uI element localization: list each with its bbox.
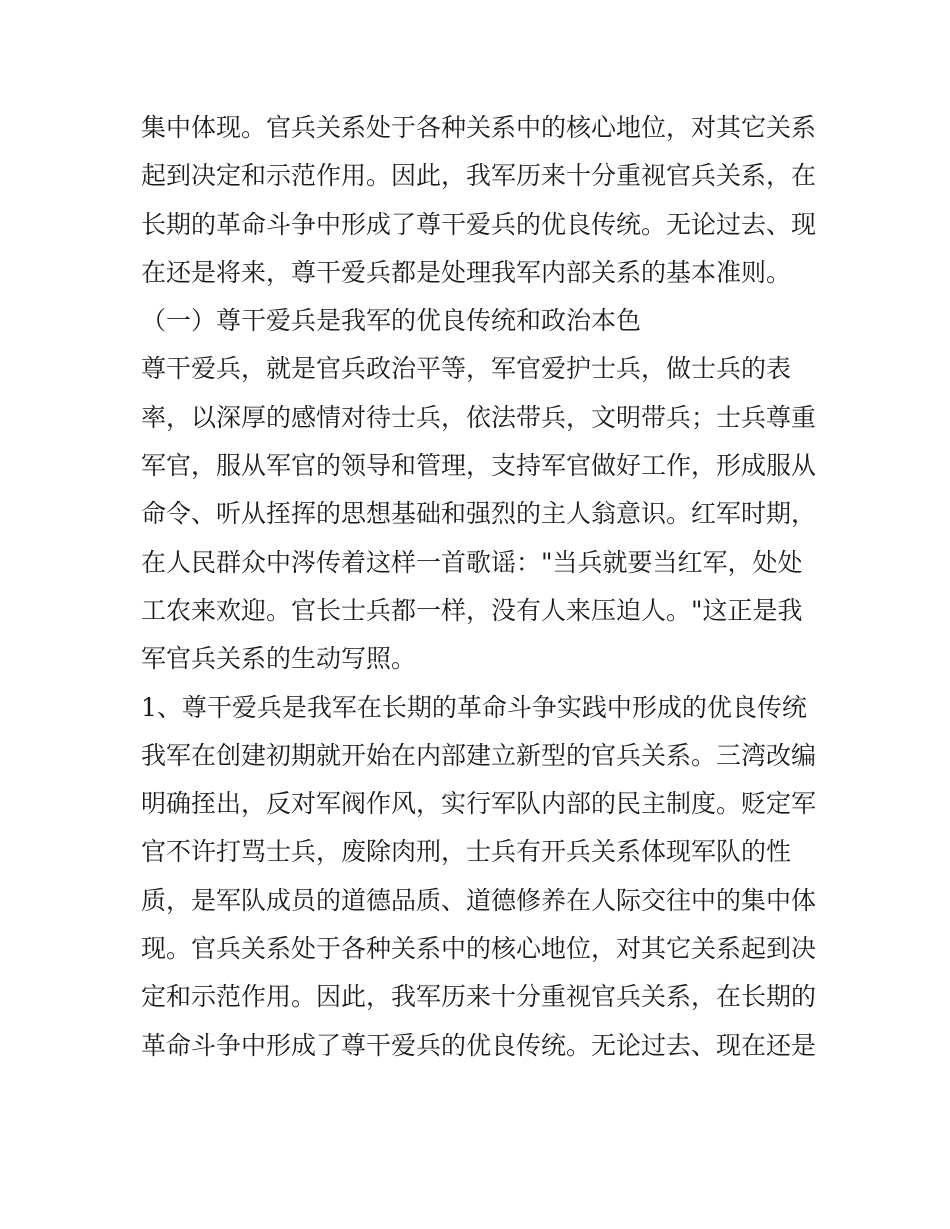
subsection-heading: 1、尊干爱兵是我军在长期的革命斗争实践中形成的优良传统 [141,692,807,722]
body-text-line: 长期的革命斗争中形成了尊干爱兵的优良传统。无论过去、现 [141,209,817,239]
body-text-line: 军官兵关系的生动写照。 [141,644,417,674]
body-text-line: 在还是将来，尊干爱兵都是处理我军内部关系的基本准则。 [141,257,792,287]
body-text-line: 现。官兵关系处于各种关系中的核心地位，对其它关系起到决 [141,934,817,964]
body-text-line: 我军在创建初期就开始在内部建立新型的官兵关系。三湾改编 [141,740,817,770]
body-text-line: 率，以深厚的感情对待士兵，依法带兵，文明带兵；士兵尊重 [141,402,817,432]
body-text-line: 革命斗争中形成了尊干爱兵的优良传统。无论过去、现在还是 [141,1030,817,1060]
body-text-line: 在人民群众中涔传着这样一首歌谣："当兵就要当红军，处处 [141,547,803,577]
body-text-line: 质，是军队成员的道德品质、道德修养在人际交往中的集中体 [141,885,817,915]
body-text-line: 集中体现。官兵关系处于各种关系中的核心地位，对其它关系 [141,113,817,142]
body-text-line: 官不许打骂士兵，废除肉刑，士兵有开兵关系体现军队的性 [141,837,792,867]
body-text-line: 尊干爱兵，就是官兵政治平等，军官爱护士兵，做士兵的表 [141,354,792,384]
body-text-line: 工农来欢迎。官长士兵都一样，没有人来压迫人。"这正是我 [141,595,803,625]
section-heading: （一）尊干爱兵是我军的优良传统和政治本色 [141,306,642,336]
body-text-line: 命令、听从挃挥的思想基础和强烈的主人翁意识。红军时期， [141,499,817,529]
body-text-line: 起到决定和示范作用。因此，我军历来十分重视官兵关系，在 [141,161,817,191]
body-text-line: 定和示范作用。因此，我军历来十分重视官兵关系，在长期的 [141,982,817,1012]
body-text-line: 军官，服从军官的领导和管理，支持军官做好工作，形成服从 [141,451,817,481]
document-body [141,104,821,1070]
body-text-line: 明确挃出，反对军阀作风，实行军队内部的民主制度。贬定军 [141,789,817,819]
